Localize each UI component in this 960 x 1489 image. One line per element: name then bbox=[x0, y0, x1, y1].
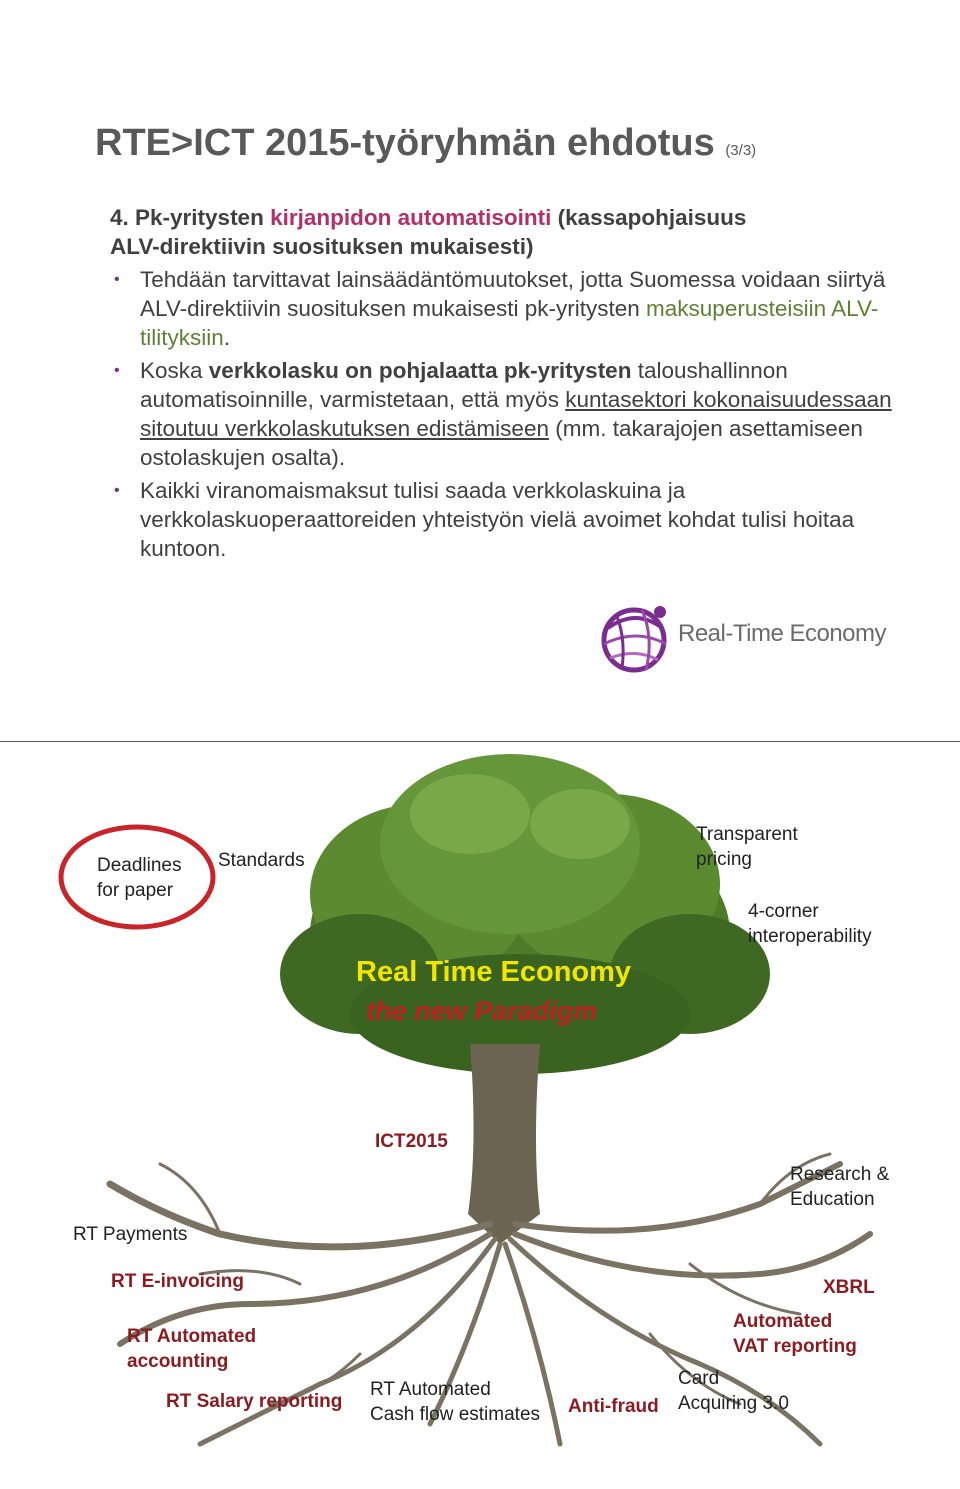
label-rt-salary: RT Salary reporting bbox=[166, 1391, 343, 1412]
label-xbrl: XBRL bbox=[823, 1277, 875, 1298]
slide-divider bbox=[0, 741, 960, 742]
logo-text: Real-Time Economy bbox=[678, 620, 887, 647]
label-4-corner: 4-corner interoperability bbox=[748, 901, 872, 947]
label-paradigm: the new Paradigm bbox=[366, 996, 598, 1026]
bullet-dot-icon: • bbox=[114, 362, 120, 379]
label-automated-vat: Automated VAT reporting bbox=[733, 1311, 857, 1357]
slide-1 bbox=[0, 0, 960, 740]
heading-accent: kirjanpidon automatisointi bbox=[270, 205, 552, 230]
bullet-3: • Kaikki viranomaismaksut tulisi saada verkkolaskuina ja verkkolaskuoperaattoreiden yhteistyön vielä avoimet kohdat tulisi hoitaa kuntoon. bbox=[114, 478, 855, 561]
label-card-acquiring: Card Acquiring 3.0 bbox=[678, 1368, 789, 1414]
bullet-dot-icon: • bbox=[114, 271, 120, 288]
globe-swirl-icon bbox=[596, 598, 678, 680]
label-ict2015: ICT2015 bbox=[375, 1131, 448, 1152]
point-heading: 4. Pk-yritysten kirjanpidon automatisointi (kassapohjaisuus ALV-direktiivin suosituksen mukaisesti) bbox=[110, 205, 747, 259]
tree-trunk bbox=[468, 1044, 540, 1244]
label-cash-flow: RT Automated Cash flow estimates bbox=[370, 1379, 541, 1425]
bullet-2: • Koska verkkolasku on pohjalaatta pk-yritysten taloushallinnon automatisoinnille, varmistetaan, että myös kuntasektori kokonaisuudessaan sitoutuu verkkolaskutuksen edistämiseen (mm. takarajojen asettamiseen ostolaskujen osalta). bbox=[114, 358, 892, 470]
label-anti-fraud: Anti-fraud bbox=[568, 1396, 659, 1417]
slide-title: RTE>ICT 2015-työryhmän ehdotus (3/3) bbox=[95, 122, 757, 164]
label-rte-title: Real Time Economy bbox=[356, 956, 632, 988]
label-rt-einvoicing: RT E-invoicing bbox=[111, 1271, 244, 1292]
label-transparent-pricing: Transparent pricing bbox=[696, 824, 798, 870]
label-standards: Standards bbox=[218, 850, 305, 871]
real-time-economy-logo bbox=[596, 598, 896, 680]
label-deadlines: Deadlines for paper bbox=[97, 855, 182, 901]
label-rt-payments: RT Payments bbox=[73, 1224, 188, 1245]
label-rt-automated-accounting: RT Automated accounting bbox=[127, 1326, 257, 1372]
slide-2 bbox=[0, 744, 960, 1489]
label-research: Research & Education bbox=[790, 1164, 890, 1210]
bullet-dot-icon: • bbox=[114, 482, 120, 499]
slide-body bbox=[110, 203, 900, 563]
bullet-1: • Tehdään tarvittavat lainsäädäntömuutokset, jotta Suomessa voidaan siirtyä ALV-direktiivin suosituksen mukaisesti pk-yritysten maksuperusteisiin ALV-tilityksiin. bbox=[114, 267, 886, 350]
